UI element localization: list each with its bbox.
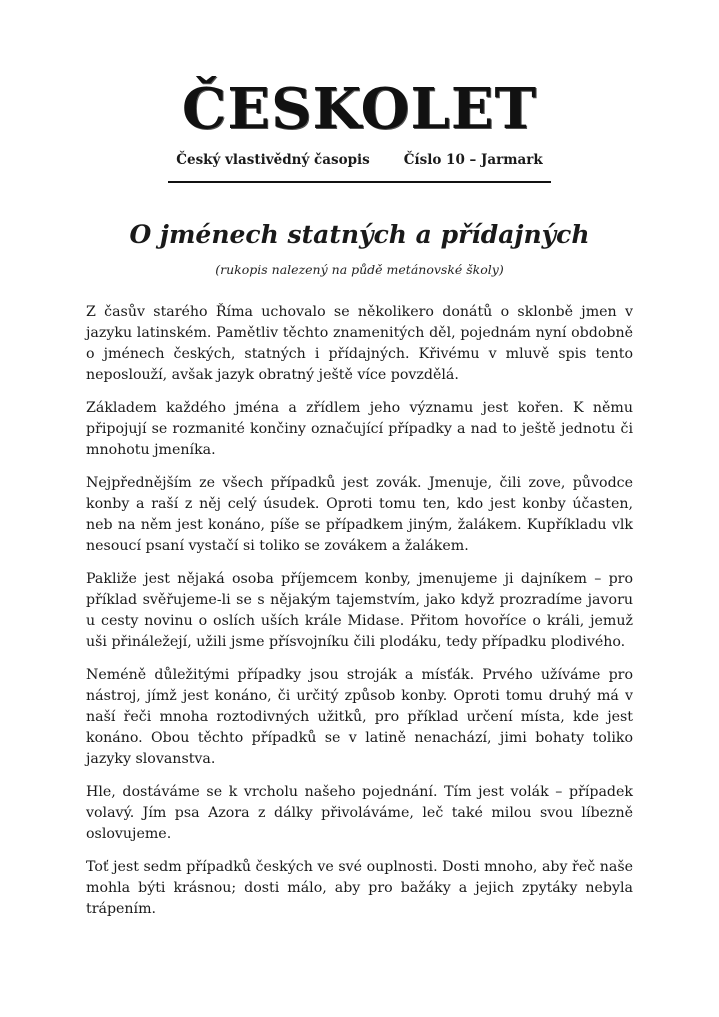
paragraph: Neméně důležitými případky jsou stroják a mísťák. Prvého užíváme pro nástroj, jímž jest konáno, či určitý způsob konby. Oproti tomu druhý má v naší řeči mnoha roztodivných užitků, pro příklad určení místa, kde jest konáno. Obou těchto případků se v latině nenachází, jimi bohaty toliko jazyky slovanstva. — [86, 667, 633, 767]
article-subtitle: (rukopis nalezený na půdě metánovské školy) — [215, 262, 504, 277]
paragraph: Toť jest sedm případků českých ve své ouplnosti. Dosti mnoho, aby řeč naše mohla býti krásnou; dosti málo, aby pro bažáky a jejich zpytáky nebyla trápením. — [86, 859, 633, 917]
article-title: O jménech statných a přídajných — [129, 220, 590, 249]
masthead-title: ČESKOLET — [181, 76, 538, 142]
magazine-description: Český vlastivědný časopis — [176, 152, 370, 168]
paragraph: Nejpřednějším ze všech případků jest zovák. Jmenuje, čili zove, původce konby a raší z něj celý úsudek. Oproti tomu ten, kdo jest konby účasten, neb na něm jest konáno, píše se případkem jiným, žalákem. Kupříkladu vlk nesoucí psaní vystačí si toliko se zovákem a žalákem. — [86, 475, 633, 554]
masthead — [0, 78, 719, 168]
issue-number: Číslo 10 – Jarmark — [403, 152, 543, 168]
paragraph: Hle, dostáváme se k vrcholu našeho pojednání. Tím jest volák – případek volavý. Jím psa Azora z dálky přivoláváme, leč také milou svou líbezně oslovujeme. — [86, 784, 633, 842]
masthead-subtitle — [0, 152, 719, 168]
paragraph: Z časův starého Říma uchovalo se několikero donátů o sklonbě jmen v jazyku latinském. Pamětliv těchto znamenitých děl, pojednám nyní obdobně o jménech českých, statných i přídajných. Křivému v mluvě spis tento neposlouží, avšak jazyk obratný ještě více povzdělá. — [86, 304, 633, 383]
paragraph: Pakliže jest nějaká osoba příjemcem konby, jmenujeme ji dajníkem – pro příklad svěřujeme-li se s nějakým tajemstvím, jako když prozradíme javoru u cesty novinu o oslích uších krále Midase. Přitom hovoříce o králi, jemuž uši přináležejí, užili jsme přísvojníku čili plodáku, tedy případku plodivého. — [86, 571, 633, 650]
masthead-divider — [168, 181, 551, 183]
paragraph: Základem každého jména a zřídlem jeho významu jest kořen. K němu připojují se rozmanité končiny označující případky a nad to ještě jednotu či mnohotu jmeníka. — [86, 400, 633, 458]
article-body — [86, 302, 633, 932]
